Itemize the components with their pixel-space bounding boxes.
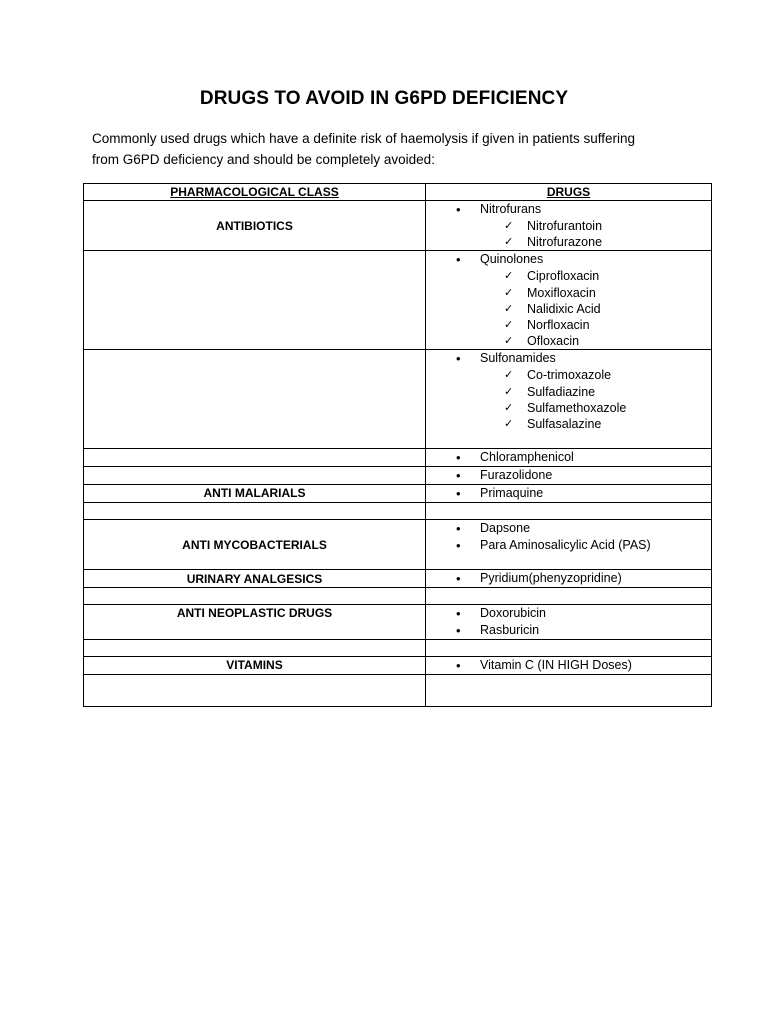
drug-cell — [426, 201, 712, 251]
table-row — [84, 657, 712, 675]
drug-item: • Rasburicin — [426, 622, 711, 639]
table-header-row — [84, 184, 712, 201]
drug-group-label: Quinolones — [480, 252, 544, 267]
table-row — [84, 201, 712, 251]
drug-group — [426, 350, 711, 432]
spacer-row — [84, 588, 712, 605]
drug-item: ✓ Sulfamethoxazole — [426, 400, 711, 416]
table-row — [84, 449, 712, 467]
drug-item: • Chloramphenicol — [426, 449, 711, 466]
intro-paragraph — [92, 128, 692, 170]
drug-item: • Primaquine — [426, 485, 711, 502]
drugs-table — [83, 183, 712, 707]
table-row — [84, 520, 712, 570]
drug-item: • Pyridium(phenyzopridine) — [426, 570, 711, 587]
drug-cell — [426, 251, 712, 350]
drug-item: ✓ Sulfadiazine — [426, 384, 711, 400]
intro-line-1: Commonly used drugs which have a definite risk of haemolysis if given in patients suffering — [92, 131, 636, 146]
drug-item: ✓ Norfloxacin — [426, 317, 711, 333]
drug-group — [426, 251, 711, 349]
drug-group — [426, 201, 711, 250]
intro-line-2: from G6PD deficiency and should be completely avoided: — [92, 152, 435, 167]
header-drugs: DRUGS — [426, 184, 712, 201]
drug-cell — [426, 467, 712, 485]
header-pharmacological-class: PHARMACOLOGICAL CLASS — [84, 184, 426, 201]
empty-class-cell — [84, 449, 426, 467]
drug-cell — [426, 449, 712, 467]
class-urinary-analgesics: URINARY ANALGESICS — [84, 570, 426, 588]
empty-class-cell — [84, 350, 426, 449]
drug-group-label: Nitrofurans — [480, 202, 542, 216]
drug-cell — [426, 605, 712, 640]
table-row — [84, 251, 712, 350]
spacer-row — [84, 503, 712, 520]
drug-item: ✓ Nitrofurantoin — [426, 218, 711, 234]
drug-group-label: Sulfonamides — [480, 351, 556, 366]
table-row — [84, 350, 712, 449]
empty-class-cell — [84, 251, 426, 350]
drug-item: ✓ Co-trimoxazole — [426, 367, 711, 383]
drug-cell — [426, 520, 712, 570]
drug-cell — [426, 350, 712, 449]
class-anti-malarials: ANTI MALARIALS — [84, 485, 426, 503]
drug-cell — [426, 657, 712, 675]
drug-item: • Dapsone — [426, 520, 711, 537]
drug-item: • Para Aminosalicylic Acid (PAS) — [426, 537, 711, 554]
drug-item: ✓ Nitrofurazone — [426, 234, 711, 250]
drug-item: ✓ Sulfasalazine — [426, 416, 711, 432]
table-row — [84, 485, 712, 503]
drug-item: ✓ Ofloxacin — [426, 333, 711, 349]
page-title: DRUGS TO AVOID IN G6PD DEFICIENCY — [199, 88, 569, 109]
class-anti-mycobacterials: ANTI MYCOBACTERIALS — [84, 520, 426, 570]
drug-item: • Doxorubicin — [426, 605, 711, 622]
drug-item: • Furazolidone — [426, 467, 711, 484]
table-row — [84, 467, 712, 485]
table-row — [84, 570, 712, 588]
empty-class-cell — [84, 467, 426, 485]
drug-item: ✓ Ciprofloxacin — [426, 268, 711, 284]
table-row — [84, 605, 712, 640]
drug-item: • Vitamin C (IN HIGH Doses) — [426, 657, 711, 674]
drug-cell — [426, 570, 712, 588]
class-vitamins: VITAMINS — [84, 657, 426, 675]
drug-item: ✓ Nalidixic Acid — [426, 301, 711, 317]
class-anti-neoplastic: ANTI NEOPLASTIC DRUGS — [84, 605, 426, 640]
class-antibiotics: ANTIBIOTICS — [84, 201, 426, 251]
drug-item: ✓ Moxifloxacin — [426, 285, 711, 301]
spacer-row — [84, 675, 712, 707]
spacer-row — [84, 640, 712, 657]
drug-cell — [426, 485, 712, 503]
